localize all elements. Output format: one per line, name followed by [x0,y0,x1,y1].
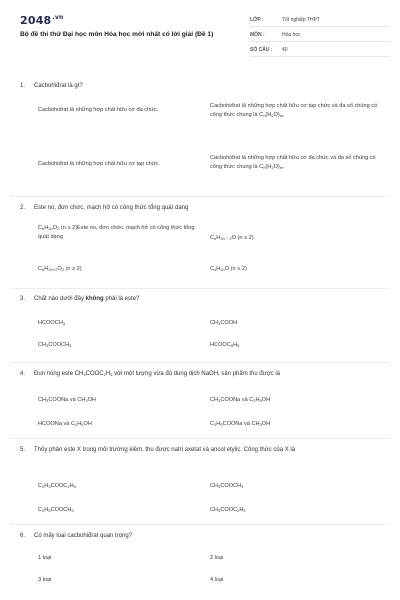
meta-value: Hóa học [282,32,301,38]
answer-option-b[interactable]: $CH_3COOH$ [210,320,238,326]
answer-option-d[interactable]: $HCOOC_6H_5$ [210,342,240,348]
answer-option-a[interactable]: $C_2H_3COOC_2H_5$ [38,483,76,489]
meta-label: MÔN : [250,32,265,38]
answer-option-c[interactable]: $C_nH_{2n+2}O_2$ (n ≥ 2) [38,266,82,272]
answer-option-b[interactable]: $C_nH_{2n - 2}O$ (n ≥ 2) [210,235,254,241]
question-divider [10,438,390,439]
question-number: 2. [20,205,26,211]
site-logo[interactable] [20,14,63,27]
question-number: 5. [20,447,26,453]
meta-label: SỐ CÂU : [250,47,273,53]
meta-value: Tốt nghiệp THPT [282,17,320,23]
question-text [10,204,390,213]
question-divider [10,196,390,197]
question-text [10,532,390,541]
answer-option-c[interactable]: 3 loại [38,577,52,583]
question-stem: Cacbohiđrat là gì? [34,83,83,89]
meta-count-row [250,44,390,57]
answer-option-c[interactable]: HCOONa và $C_2H_5OH$ [38,421,92,427]
question-number: 1. [20,83,26,89]
question-5 [10,446,390,513]
answer-option-a[interactable]: 1 loại [38,555,52,561]
logo-text: 2048 [20,14,52,27]
question-text [10,446,390,455]
answer-option-d[interactable]: Cacbohiđrat là những hợp chất hữu cơ đa chức và đa số chúng có công thức chung là $C_n(H_2O)_m$. [210,155,376,170]
answer-option-b[interactable]: $CH_3COOCH_3$ [210,483,244,489]
question-stem: Có mấy loại cacbohiđrat quan trọng? [34,533,133,539]
question-stem: Este no, đơn chức, mạch hở có công thức tổng quát dạng [34,205,189,211]
answer-option-a[interactable]: $HCOOCH_3$ [38,320,66,326]
document-title: Bộ đề thi thử Đại học môn Hóa học mới nhất có lời giải (Đề 1) [20,31,214,38]
question-stem: Thủy phân este X trong môi trường kiềm, thu được natri axetat và ancol etylic. Công thức của X là [34,447,296,453]
question-4 [10,370,390,427]
question-3 [10,295,390,348]
question-number: 4. [20,371,26,377]
answer-option-a[interactable]: $C_nH_{2n}O_2$ (n ≥ 2)Este no, đơn chức, mạch hở có công thức tổng quát dạng [38,225,195,240]
meta-value: 40 [282,47,288,53]
answer-option-d[interactable]: $C_nH_{2n}O$ (n ≥ 2) [210,266,247,272]
question-number: 6. [20,533,26,539]
answer-option-b[interactable]: $CH_3COONa$ và $C_2H_5OH$ [210,397,271,403]
question-1 [10,82,390,170]
question-divider [10,288,390,289]
question-text [10,82,390,91]
question-number: 3. [20,296,26,302]
document-meta [250,14,390,59]
meta-subject-row [250,29,390,42]
question-6 [10,532,390,583]
question-stem-start: Chất nào dưới đây [34,296,86,302]
answer-option-c[interactable]: Cacbohiđrat là những hợp chất hữu cơ tạp chức. [38,161,160,167]
worksheet-header [10,8,390,72]
answer-option-a[interactable]: $CH_3COONa$ và $CH_3OH$ [38,397,96,403]
question-stem-end: phải là este? [103,296,140,302]
answer-option-d[interactable]: $C_2H_5COONa$ và $CH_3OH$ [210,421,271,427]
answer-option-b[interactable]: Cacbohiđrat là những hợp chất hữu cơ tạp chức và đa số chúng có công thức chung là $C_n(H_2O)_m$. [210,103,378,118]
meta-label: LỚP : [250,17,264,23]
question-emphasis: không [85,296,104,302]
worksheet-page [10,8,390,583]
answer-option-b[interactable]: 2 loại [210,555,224,561]
question-text [10,295,390,304]
answer-option-c[interactable]: $C_2H_5COOCH_3$ [38,507,74,513]
answer-option-d[interactable]: 4 loại [210,577,224,583]
question-2 [10,204,390,272]
logo-domain: .vn [52,14,64,21]
answer-option-a[interactable]: Cacbohiđrat là những hợp chất hữu cơ đa chức. [38,107,159,113]
question-divider [10,362,390,363]
answer-option-d[interactable]: $CH_3COOC_2H_5$ [210,507,246,513]
question-divider [10,524,390,525]
answer-option-c[interactable]: $CH_3COOCH_3$ [38,342,72,348]
meta-class-row [250,14,390,27]
question-text: 4. Đun nóng este $CH_3COOC_2H_5$ với một lượng vừa đủ dung dịch NaOH, sản phẩm thu được là [20,371,281,377]
